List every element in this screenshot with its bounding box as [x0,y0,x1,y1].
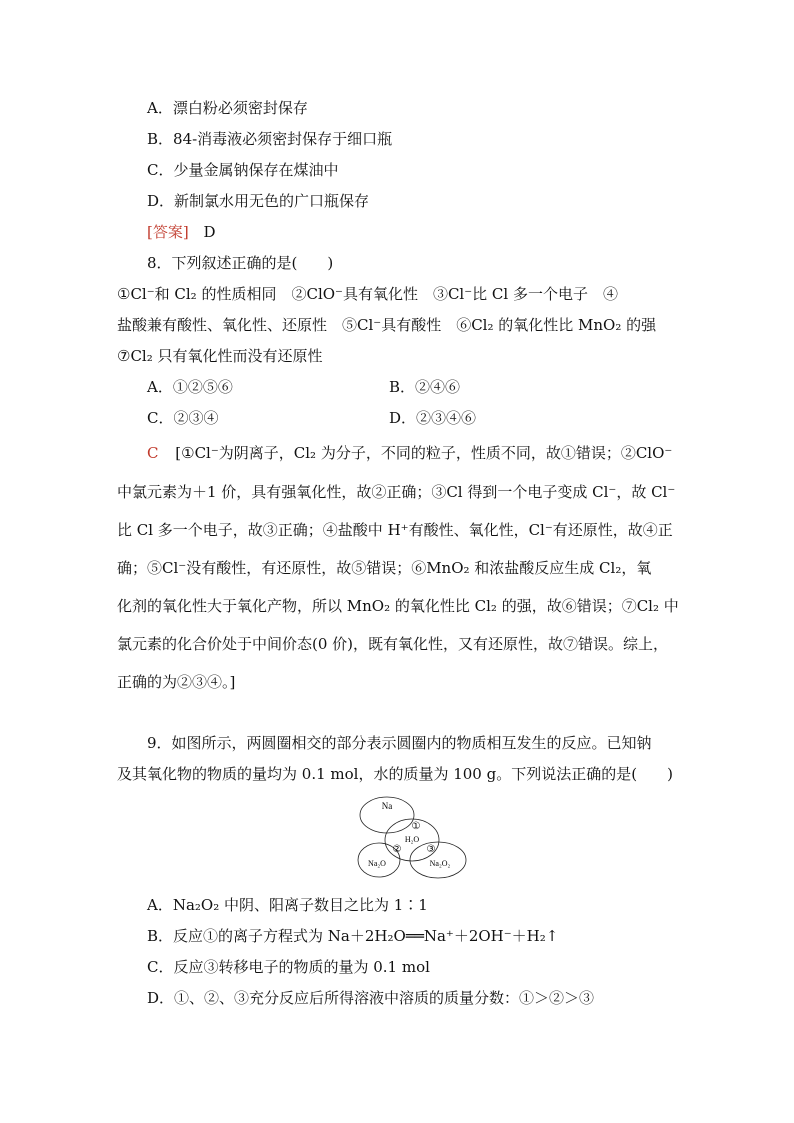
mark-1: ① [411,821,421,832]
q8-explanation-line: 比 Cl 多一个电子，故③正确；④盐酸中 H⁺有酸性、氧化性，Cl⁻有还原性，故④正 [117,521,673,539]
q8-explanation-text: [①Cl⁻为阴离子，Cl₂ 为分子，不同的粒子，性质不同，故①错误；②ClO⁻ [175,444,673,462]
q8-answer-letter: C [147,444,159,462]
q8-option-c: C．②③④ [147,409,219,427]
mark-3: ③ [426,844,436,855]
q8-statement-line: ⑦Cl₂ 只有氧化性而没有还原性 [117,347,323,365]
q7-option-d: D．新制氯水用无色的广口瓶保存 [147,192,370,210]
q9-stem-line: 及其氧化物的物质的量均为 0.1 mol，水的质量为 100 g。下列说法正确的是( ) [117,765,673,783]
q8-statement-line: 盐酸兼有酸性、氧化性、还原性 ⑤Cl⁻具有酸性 ⑥Cl₂ 的氧化性比 MnO₂ 的强 [117,316,657,334]
circle-na2o2-label: Na₂O₂ [429,859,451,868]
q8-statement-line: ①Cl⁻和 Cl₂ 的性质相同 ②ClO⁻具有氧化性 ③Cl⁻比 Cl 多一个电子 ④ [117,285,618,303]
q9-option-a: A．Na₂O₂ 中阴、阳离子数目之比为 1∶1 [147,896,428,914]
q8-option-b: B．②④⑥ [389,378,461,396]
q9-option-c: C．反应③转移电子的物质的量为 0.1 mol [147,958,430,976]
q8-explanation-line [147,443,672,463]
circle-na-label: Na [381,801,393,811]
q7-option-b: B．84-消毒液必须密封保存于细口瓶 [147,130,393,148]
q9-option-b: B．反应①的离子方程式为 Na＋2H₂O══Na⁺＋2OH⁻＋H₂↑ [147,927,559,945]
q8-option-d: D．②③④⑥ [389,409,477,427]
q8-explanation-line: 确；⑤Cl⁻没有酸性，有还原性，故⑤错误；⑥MnO₂ 和浓盐酸反应生成 Cl₂，氧 [117,559,652,577]
q8-explanation-line: 正确的为②③④。] [117,673,236,691]
q8-stem: 8．下列叙述正确的是( ) [147,254,334,272]
mark-2: ② [392,844,402,855]
answer-label: [答案] [147,223,189,241]
circle-na2o-label: Na₂O [368,859,386,868]
q7-option-a: A．漂白粉必须密封保存 [147,99,308,117]
q7-option-c: C．少量金属钠保存在煤油中 [147,161,339,179]
q8-option-a: A．①②⑤⑥ [147,378,233,396]
venn-diagram [356,793,470,883]
q9-option-d: D．①、②、③充分反应后所得溶液中溶质的质量分数：①＞②＞③ [147,989,595,1007]
circle-h2o-label: H₂O [404,835,420,844]
q9-stem-line: 9．如图所示，两圆圈相交的部分表示圆圈内的物质相互发生的反应。已知钠 [147,734,652,752]
q8-explanation-line: 氯元素的化合价处于中间价态(0 价)，既有氧化性，又有还原性，故⑦错误。综上， [117,635,669,653]
q8-explanation-line: 中氯元素为＋1 价，具有强氧化性，故②正确；③Cl 得到一个电子变成 Cl⁻，故 Cl⁻ [117,483,676,501]
answer-value: D [203,223,216,241]
q7-answer [147,222,216,242]
q8-explanation-line: 化剂的氧化性大于氧化产物，所以 MnO₂ 的氧化性比 Cl₂ 的强，故⑥错误；⑦Cl₂ 中 [117,597,679,615]
